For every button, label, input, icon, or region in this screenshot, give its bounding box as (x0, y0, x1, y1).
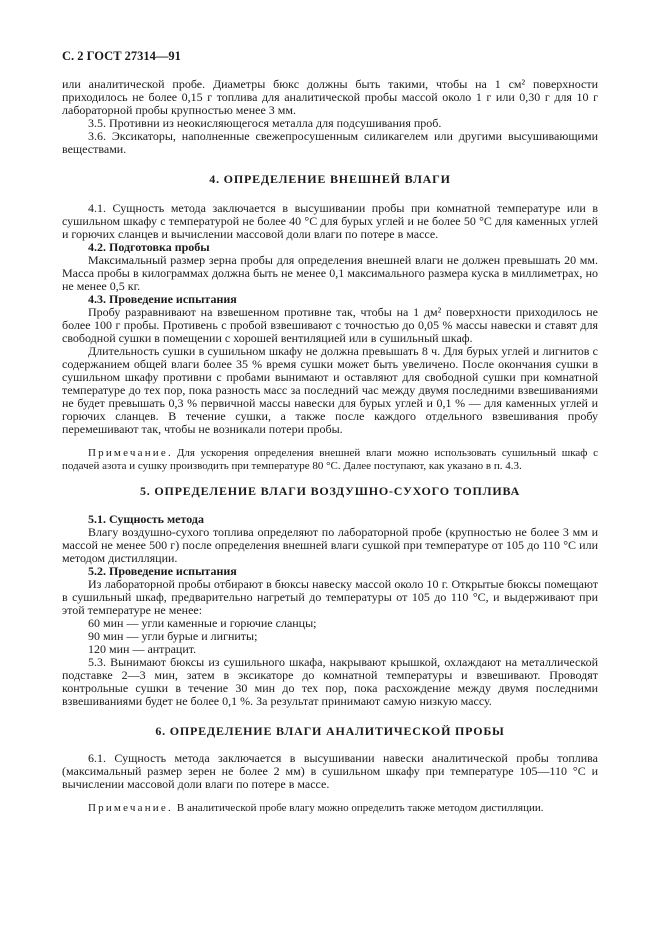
paragraph-3-6: 3.6. Эксикаторы, наполненные свежепросушенным силикагелем или другими высушивающими веществами. (62, 129, 598, 156)
section-6-title: 6. ОПРЕДЕЛЕНИЕ ВЛАГИ АНАЛИТИЧЕСКОЙ ПРОБЫ (155, 724, 505, 738)
paragraph-5-2: Из лабораторной пробы отбирают в бюксы навеску массой около 10 г. Открытые бюксы помещают в сушильный шкаф, предварительно нагретый до температуры от 105 до 110 °C, и выдерживают при этой температуре не менее: (62, 577, 598, 617)
list-item-drying-time: 120 мин — антрацит. (88, 642, 197, 656)
list-item-drying-time: 60 мин — угли каменные и горючие сланцы; (88, 616, 317, 630)
subheading-5-1: 5.1. Сущность метода (88, 512, 204, 526)
subheading-4-3: 4.3. Проведение испытания (88, 292, 237, 306)
paragraph-4-3-a: Пробу разравнивают на взвешенном противне так, чтобы на 1 дм² поверхности приходилось не более 100 г пробы. Противень с пробой взвешивают с точностью до 0,05 % массы навески и ставят для свободной сушки в помещении с хорошей вентиляцией или в сушильный шкаф. (62, 305, 598, 345)
subheading-4-2: 4.2. Подготовка пробы (88, 240, 210, 254)
note-text: В аналитической пробе влагу можно определить также методом дистилляции. (176, 802, 544, 814)
note-section-4 (62, 447, 598, 473)
list-item-drying-time: 90 мин — угли бурые и лигниты; (88, 629, 258, 643)
note-label: Примечание. (88, 447, 173, 459)
note-section-6 (62, 802, 598, 815)
section-5-title: 5. ОПРЕДЕЛЕНИЕ ВЛАГИ ВОЗДУШНО-СУХОГО ТОПЛИВА (139, 484, 521, 498)
paragraph-3-5: 3.5. Противни из неокисляющегося металла для подсушивания проб. (88, 116, 442, 130)
document-page (62, 50, 598, 815)
section-4-title: 4. ОПРЕДЕЛЕНИЕ ВНЕШНЕЙ ВЛАГИ (209, 172, 451, 186)
paragraph-5-1: Влагу воздушно-сухого топлива определяют по лабораторной пробе (крупностью не более 3 мм и массой не менее 500 г) после определения внешней влаги сушкой при температуре от 105 до 110 °C или методом дистилляции. (62, 525, 598, 565)
paragraph-4-3-b: Длительность сушки в сушильном шкафу не должна превышать 8 ч. Для бурых углей и лигнитов с содержанием общей влаги более 35 % время сушки может быть увеличено. После окончания сушки в сушильном шкафу противни с пробами вынимают и оставляют для свободной сушки при комнатной температуре до тех пор, пока разность масс за последний час между двумя последними взвешиваниями не будет превышать 0,3 % первичной массы навески для бурых углей и 0,1 % — для каменных углей и горючих сланцев. В течение сушки, а также после каждого отдельного взвешивания пробу перемешивают так, чтобы не возникали потери пробы. (62, 344, 598, 436)
paragraph-6-1: 6.1. Сущность метода заключается в высушивании навески аналитической пробы топлива (максимальный размер зерен не более 2 мм) в сушильном шкафу при температуре 105—110 °C и вычислении массовой доли влаги по потере в массе. (62, 751, 598, 791)
note-label: Примечание. (88, 802, 173, 814)
paragraph-4-1: 4.1. Сущность метода заключается в высушивании пробы при комнатной температуре или в сушильном шкафу с температурой не более 40 °C для бурых углей и не более 50 °C для каменных углей и горючих сланцев и вычислении массовой доли влаги по потере в массе. (62, 201, 598, 241)
note-text: Для ускорения определения внешней влаги можно использовать сушильный шкаф с подачей азота и сушку производить при температуре 80 °C. Далее поступают, как указано в п. 4.3. (62, 447, 598, 472)
page-header: С. 2 ГОСТ 27314—91 (62, 49, 181, 63)
paragraph-4-2: Максимальный размер зерна пробы для определения внешней влаги не должен превышать 20 мм. Масса пробы в килограммах должна быть не менее 0,1 максимального размера куска в миллиметрах, но не менее 0,5 кг. (62, 253, 598, 293)
paragraph-3-4-continued: или аналитической пробе. Диаметры бюкс должны быть такими, чтобы на 1 см² поверхности приходилось не более 0,15 г топлива для аналитической пробы массой около 1 г или 0,30 г для 10 г лабораторной пробы крупностью менее 3 мм. (62, 77, 598, 117)
paragraph-5-3: 5.3. Вынимают бюксы из сушильного шкафа, накрывают крышкой, охлаждают на металлической подставке 2—3 мин, затем в эксикаторе до комнатной температуры и взвешивают. Проводят контрольные сушки в течение 30 мин до тех пор, пока расхождение между двумя последними взвешиваниями будет не более 0,1 %. За результат принимают самую низкую массу. (62, 655, 598, 708)
subheading-5-2: 5.2. Проведение испытания (88, 564, 237, 578)
